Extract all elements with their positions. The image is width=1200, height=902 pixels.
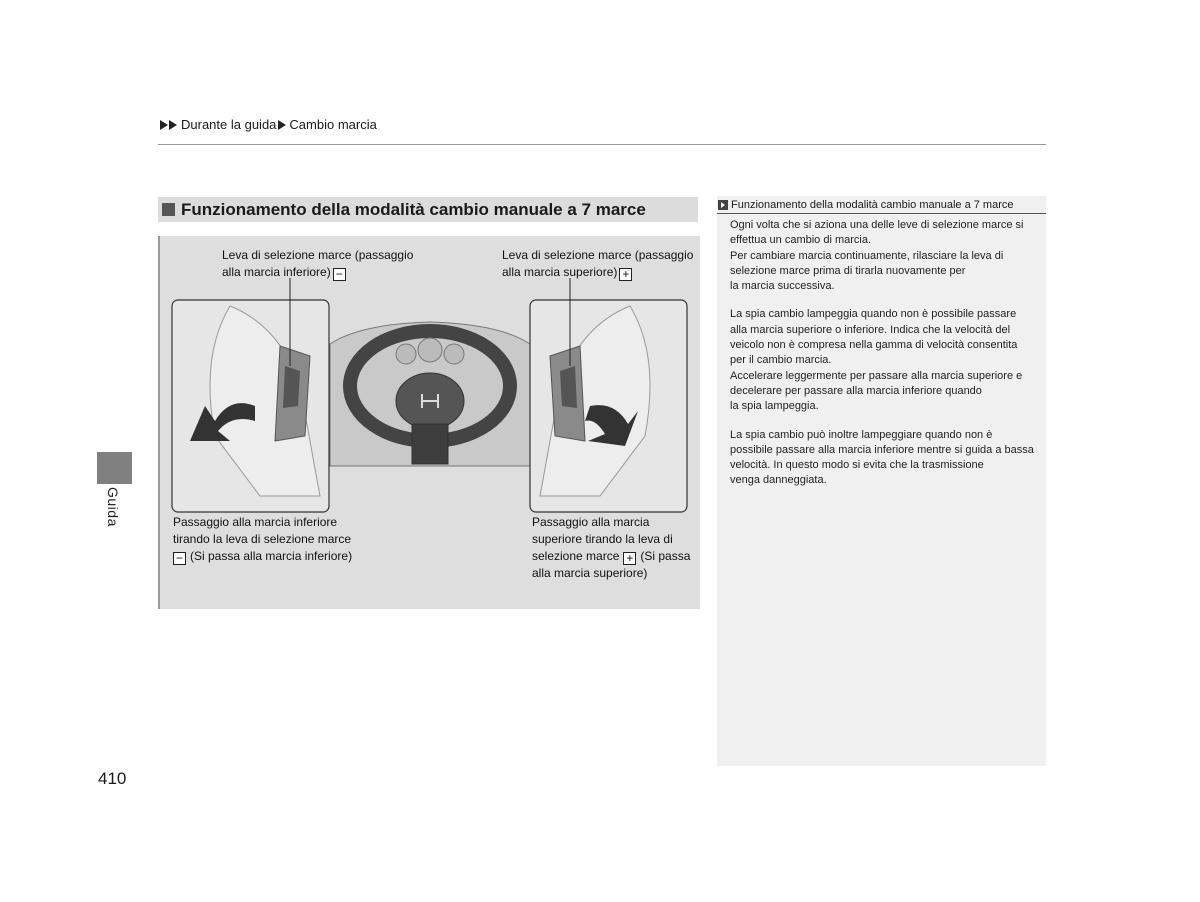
section-heading [158, 197, 698, 222]
note-paragraph: Ogni volta che si aziona una delle leve di selezione marce si effettua un cambio di marcia. Per cambiare marcia continuamente, rilasciare la leva di selezione marce prima di tirarla nuovamente per la marcia successiva. [730, 219, 1024, 293]
note-paragraph: La spia cambio può inoltre lampeggiare quando non è possibile passare alla marcia inferiore mentre si guida a bassa velocità. In questo modo si evita che la trasmissione venga danneggiata. [730, 428, 1034, 487]
label-line: Leva di selezione marce (passaggio [222, 248, 414, 262]
left-paddle-inset [172, 300, 329, 512]
caption-downshift [173, 514, 352, 565]
plus-icon: + [623, 552, 636, 565]
minus-icon: − [333, 268, 346, 281]
section-title: Funzionamento della modalità cambio manuale a 7 marce [181, 199, 646, 219]
figure-panel [158, 236, 700, 609]
page-number: 410 [98, 769, 127, 788]
arrow-icon [278, 120, 286, 130]
arrow-icon [160, 120, 168, 130]
label-line: alla marcia superiore) [502, 265, 618, 279]
caption-line: Passaggio alla marcia [532, 515, 650, 529]
minus-icon: − [173, 552, 186, 565]
right-paddle-inset [530, 300, 687, 512]
caption-line: Passaggio alla marcia inferiore [173, 515, 338, 529]
caption-line: (Si passa alla marcia inferiore) [190, 549, 353, 563]
caption-line: superiore tirando la leva di [532, 532, 673, 546]
label-line: Leva di selezione marce (passaggio [502, 248, 694, 262]
note-paragraph: La spia cambio lampeggia quando non è possibile passare alla marcia superiore o inferiore. Indica che la velocità del veicolo non è compresa nella gamma di velocità consentita per il cambio marcia. Accelerare leggermente per passare alla marcia superiore e decelerare per passare alla marcia inferiore quando la spia lampeggia. [730, 308, 1023, 413]
note-body [730, 218, 1040, 502]
caption-line: selezione marce [532, 549, 620, 563]
label-upshift-paddle [502, 247, 693, 281]
note-title[interactable]: Funzionamento della modalità cambio manuale a 7 marce [731, 198, 1014, 211]
caption-line: tirando la leva di selezione marce [173, 532, 352, 546]
plus-icon: + [619, 268, 632, 281]
reference-arrow-icon [718, 200, 728, 210]
arrow-icon [169, 120, 177, 130]
square-bullet-icon [162, 203, 175, 216]
caption-upshift [532, 514, 690, 582]
breadcrumb-item[interactable]: Cambio marcia [289, 117, 377, 132]
dashboard-graphic [330, 322, 530, 466]
header-divider [158, 144, 1046, 145]
chapter-tab[interactable] [97, 452, 132, 484]
label-downshift-paddle [222, 247, 413, 281]
chapter-label: Guida [105, 487, 121, 527]
side-note [717, 196, 1046, 766]
label-line: alla marcia inferiore) [222, 265, 331, 279]
caption-line: alla marcia superiore) [532, 566, 648, 580]
note-heading [717, 196, 1046, 214]
breadcrumb [160, 117, 377, 132]
breadcrumb-item[interactable]: Durante la guida [181, 117, 277, 132]
caption-line: (Si passa [640, 549, 691, 563]
